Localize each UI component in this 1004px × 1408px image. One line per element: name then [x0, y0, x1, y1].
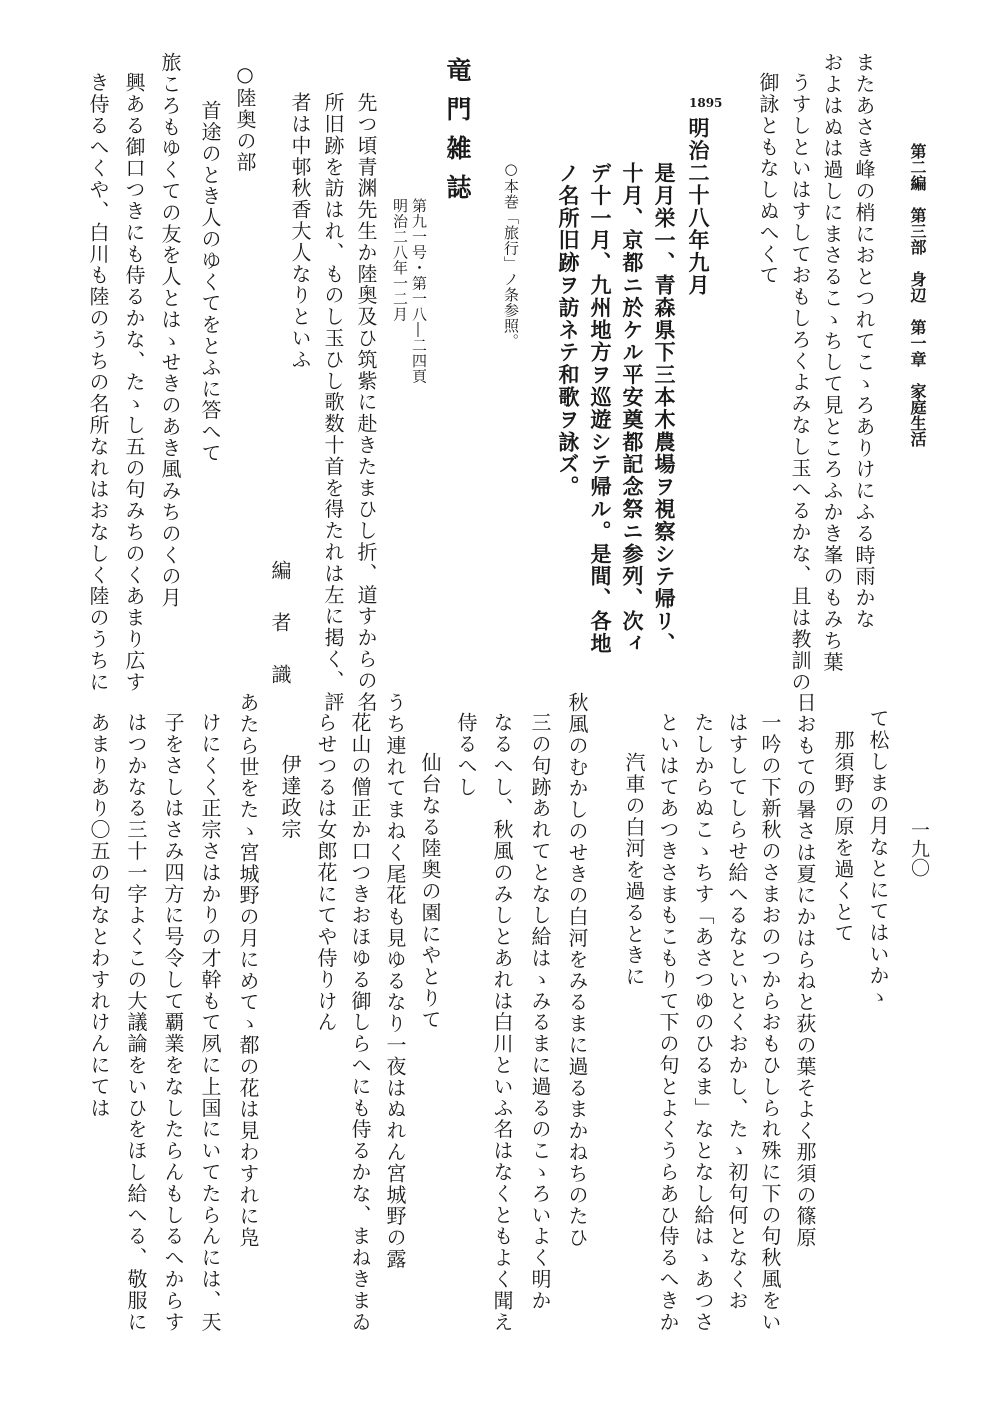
poem-heading: 伊達政宗 — [278, 754, 302, 840]
poem-line: 旅ころもゆくての友を人とはゝせきのあき風みちのくの月 — [158, 52, 182, 609]
comment-line: 侍るへし — [454, 712, 478, 798]
comment-line: 子をさしはさみ四方に号令して覇業をなしたらんもしるへからす — [161, 712, 185, 1333]
year-arabic: 1895 — [689, 96, 723, 110]
comment-line: 三の句跡あれてとなし給はゝみるまに過るのこゝろいよく明か — [528, 712, 552, 1312]
poem-heading: 那須野の原を過くとて — [831, 730, 855, 944]
date-heading: 明治二十八年九月 — [686, 117, 711, 297]
comment-line: といはてあつきさまもこもりて下の句とよくうらあひ侍るへきか — [656, 712, 680, 1333]
comment-line: はつかなる三十一字よくこの大議論をいひをほし給へる、敬服に — [124, 712, 148, 1333]
poem-line: 秋風のむかしのせきの白河をみるまに過るまかねちのたひ — [565, 692, 589, 1249]
poem-line: またあさき峰の梢におとつれてこゝろありけにふる時雨かな — [852, 52, 876, 630]
prose-line: うすしといはすしておもしろくよみなし玉へるかな、且は教訓の — [788, 72, 812, 693]
comment-line: 興ある御口つきにも侍るかな、たゝし五の句みちのくあまり広す — [122, 72, 146, 693]
chronology-line: 十月、京都ニ於ケル平安奠都記念祭ニ参列、次ィ — [620, 162, 645, 655]
running-header: 第二編 第三部 身辺 第一章 家庭生活 — [908, 143, 927, 447]
section-heading: ○陸奥の部 — [233, 62, 257, 173]
comment-line: はすしてしらせ給へるなといとくおかし、たゝ初句何となくお — [725, 712, 749, 1312]
comment-line: らせつるは女郎花にてや侍りけん — [314, 712, 338, 1033]
page-number: 一九〇 — [908, 820, 930, 877]
intro-line: 先つ頃青渊先生か陸奥及ひ筑紫に赴きたまひし折、道すからの名 — [354, 92, 378, 713]
chronology-line: 是月栄一、青森県下三本木農場ヲ視察シテ帰リ、 — [652, 162, 677, 655]
poem-line: あたら世をたゝ宮城野の月にめてゝ都の花は見わすれに凫 — [236, 692, 260, 1249]
reference-note: ○本巻「旅行」ノ条参照。 — [502, 160, 520, 349]
source-detail — [392, 198, 426, 384]
poem-heading: 汽車の白河を過るときに — [622, 752, 646, 988]
comment-line: 一吟の下新秋のさまおのつからおもひしられ殊に下の句秋風をい — [758, 712, 782, 1333]
editor-signature: 編 者 識 — [268, 560, 292, 690]
comment-line: けにくく正宗さはかりの才幹もて夙に上国にいてたらんには、天 — [198, 712, 222, 1333]
source-date: 明治二八年一二月 — [391, 198, 409, 322]
prose-line: 御詠ともなしぬへくて — [756, 72, 780, 286]
poem-heading: 首途のとき人のゆくてをとふに答へて — [198, 100, 222, 464]
poem-line: うち連れてまねく尾花も見ゆるなり一夜はぬれん宮城野の露 — [383, 692, 407, 1270]
comment-line: き侍るへくや、白川も陸のうちの名所なれはおなしく陸のうちに — [86, 72, 110, 693]
intro-line: 所旧跡を訪はれ、ものし玉ひし歌数十首を得たれは左に掲く、評 — [321, 92, 345, 713]
poem-heading: 仙台なる陸奥の園にやとりて — [418, 752, 442, 1031]
comment-line: て松しまの月なとにてはいかゝ — [866, 708, 890, 1008]
source-title: 竜門雑誌 — [443, 57, 472, 213]
comment-line: たしからぬこゝちす「あさつゆのひるま」なとなし給はゝあつさ — [691, 712, 715, 1333]
chronology-line: デ十一月、九州地方ヲ巡遊シテ帰ル。是間、各地 — [588, 162, 613, 655]
chronology-line: ノ名所旧跡ヲ訪ネテ和歌ヲ詠ズ。 — [556, 162, 581, 498]
intro-line: 者は中邨秋香大人なりといふ — [288, 92, 312, 371]
poem-line: およはぬは過しにまさるこゝちして見ところふかき峯のもみち葉 — [820, 52, 844, 673]
comment-line: なるへし、秋風のみしとあれは白川といふ名はなくともよく聞え — [490, 712, 514, 1333]
comment-line: 花山の僧正か口つきおほゆる御しらへにも侍るかな、まねきまゐ — [348, 712, 372, 1333]
poem-line: 日おもての暑さは夏にかはらねと荻の葉そよく那須の篠原 — [793, 692, 817, 1249]
comment-line: あまりあり〇五の句なとわすれけんにては — [87, 712, 111, 1119]
source-issue: 第九一号・第一八―二四頁 — [410, 198, 428, 384]
